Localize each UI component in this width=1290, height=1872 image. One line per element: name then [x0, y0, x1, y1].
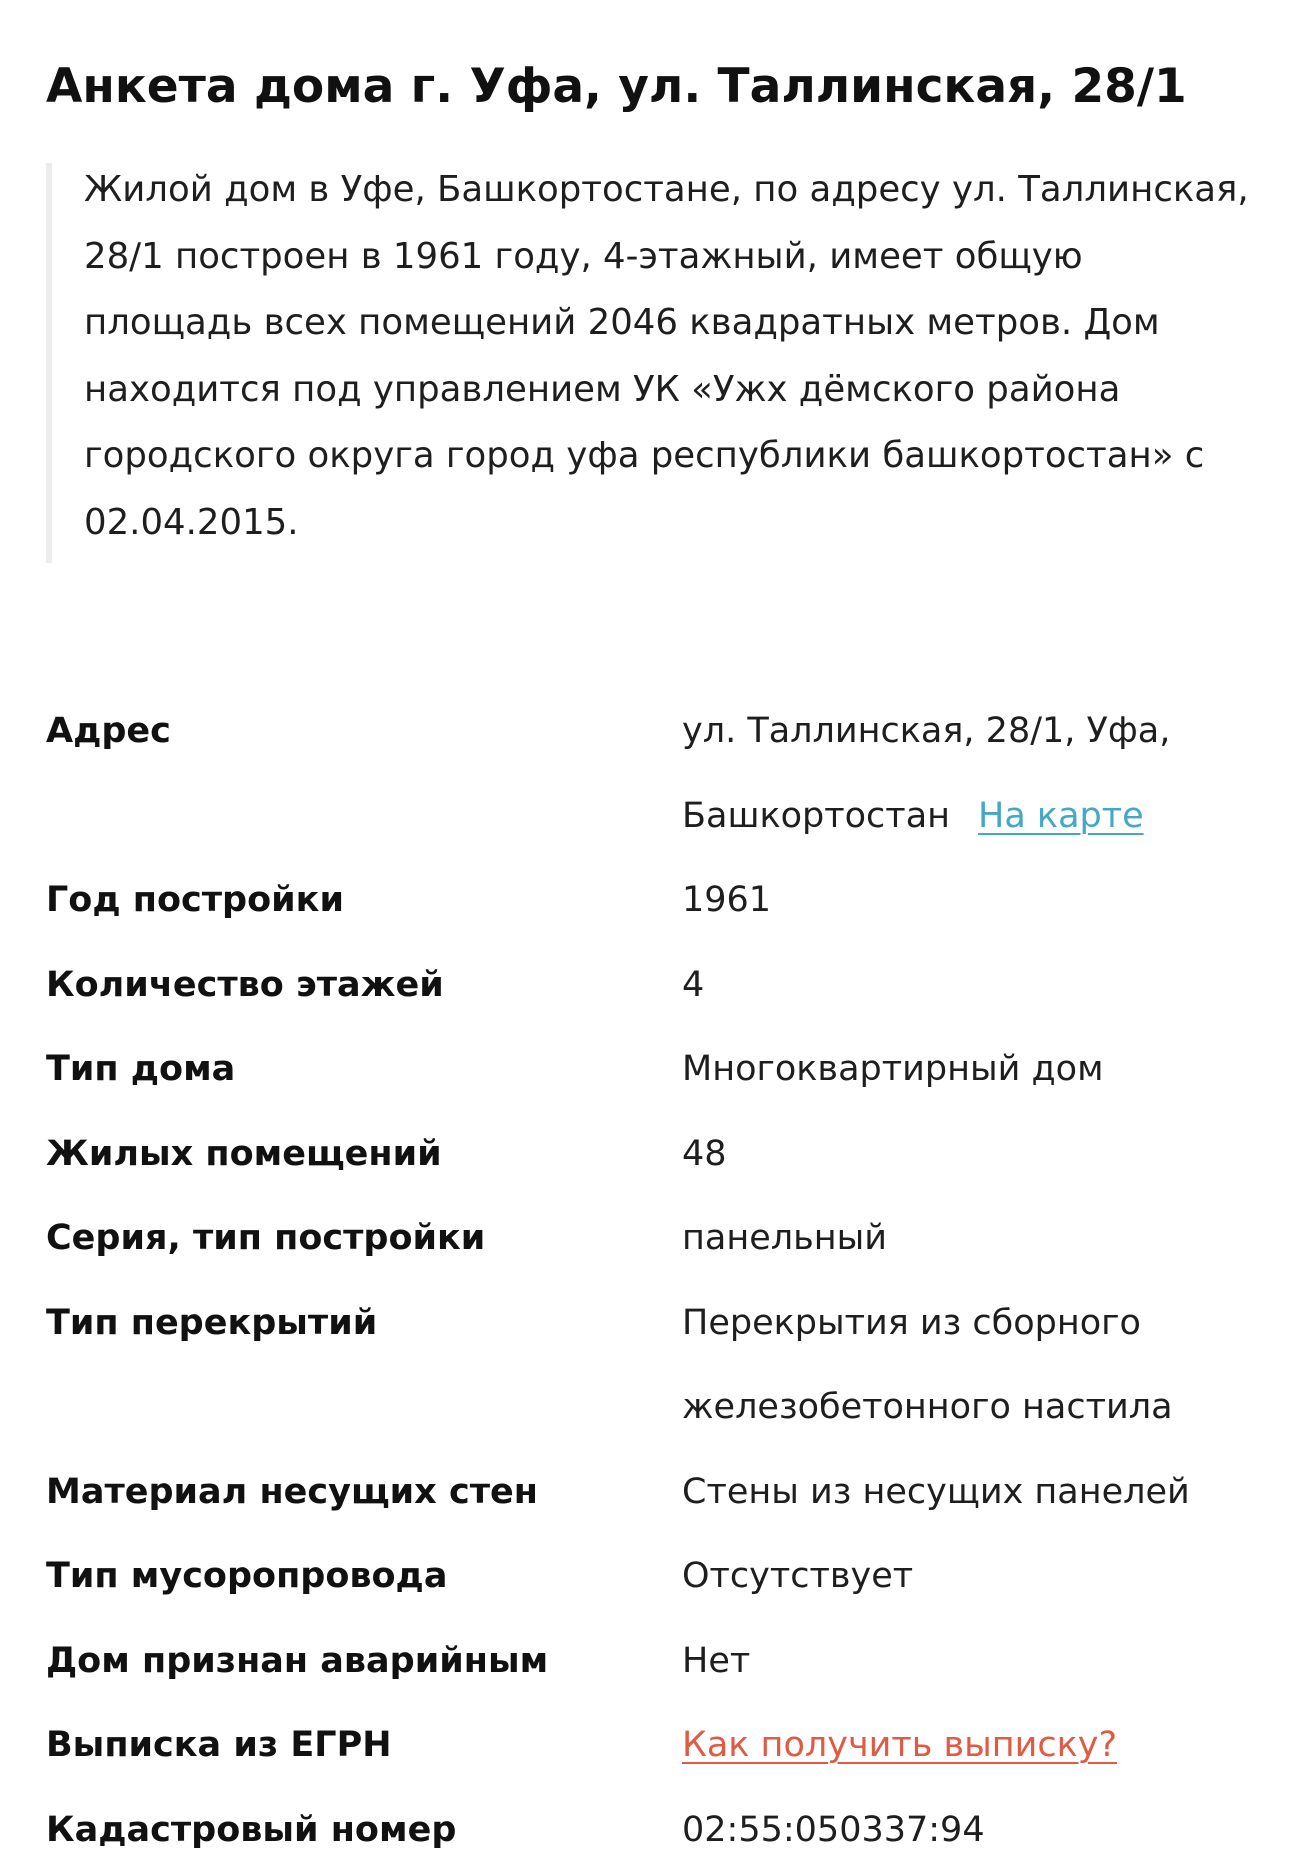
intro-quote: [46, 163, 1256, 563]
detail-value: [682, 689, 1256, 858]
detail-row-wall-material: [46, 1450, 1256, 1535]
detail-row-floor-type: [46, 1281, 1256, 1450]
detail-value: 02:55:050337:94: [682, 1788, 1256, 1872]
detail-value: Отсутствует: [682, 1534, 1256, 1619]
detail-label: Тип перекрытий: [46, 1281, 682, 1450]
detail-row-house-type: [46, 1027, 1256, 1112]
detail-label: Жилых помещений: [46, 1112, 682, 1197]
detail-label: Материал несущих стен: [46, 1450, 682, 1535]
intro-text: Жилой дом в Уфе, Башкортостане, по адресу ул. Таллинская, 28/1 построен в 1961 году, 4-этажный, имеет общую площадь всех помещений 2046 квадратных метров. Дом находится под управлением УК «Ужх дёмского района городского округа город уфа республики башкортостан» с 02.04.2015.: [84, 157, 1256, 556]
detail-label: Выписка из ЕГРН: [46, 1703, 682, 1788]
detail-row-floors: [46, 943, 1256, 1028]
detail-label: Тип мусоропровода: [46, 1534, 682, 1619]
detail-row-address: [46, 689, 1256, 858]
detail-value: 4: [682, 943, 1256, 1028]
detail-label: Количество этажей: [46, 943, 682, 1028]
detail-row-series: [46, 1196, 1256, 1281]
detail-value: панельный: [682, 1196, 1256, 1281]
detail-value: Перекрытия из сборного железобетонного настила: [682, 1281, 1256, 1450]
detail-value: Стены из несущих панелей: [682, 1450, 1256, 1535]
egrn-extract-link[interactable]: Как получить выписку?: [682, 1725, 1117, 1765]
detail-value: Многоквартирный дом: [682, 1027, 1256, 1112]
detail-row-garbage-chute: [46, 1534, 1256, 1619]
detail-row-emergency: [46, 1619, 1256, 1704]
detail-value: 1961: [682, 858, 1256, 943]
detail-value: 48: [682, 1112, 1256, 1197]
house-details-table: [46, 689, 1256, 1872]
detail-label: Серия, тип постройки: [46, 1196, 682, 1281]
detail-label: Адрес: [46, 689, 682, 858]
detail-row-living-rooms: [46, 1112, 1256, 1197]
detail-value: [682, 1703, 1256, 1788]
detail-row-year: [46, 858, 1256, 943]
page-title: Анкета дома г. Уфа, ул. Таллинская, 28/1: [46, 50, 1187, 124]
map-link[interactable]: На карте: [978, 796, 1144, 836]
detail-row-cadastral: [46, 1788, 1256, 1872]
detail-value: Нет: [682, 1619, 1256, 1704]
detail-row-egrn: [46, 1703, 1256, 1788]
detail-label: Кадастровый номер: [46, 1788, 682, 1872]
detail-label: Дом признан аварийным: [46, 1619, 682, 1704]
detail-label: Тип дома: [46, 1027, 682, 1112]
address-value: ул. Таллинская, 28/1, Уфа, Башкортостан: [682, 711, 1170, 836]
detail-label: Год постройки: [46, 858, 682, 943]
